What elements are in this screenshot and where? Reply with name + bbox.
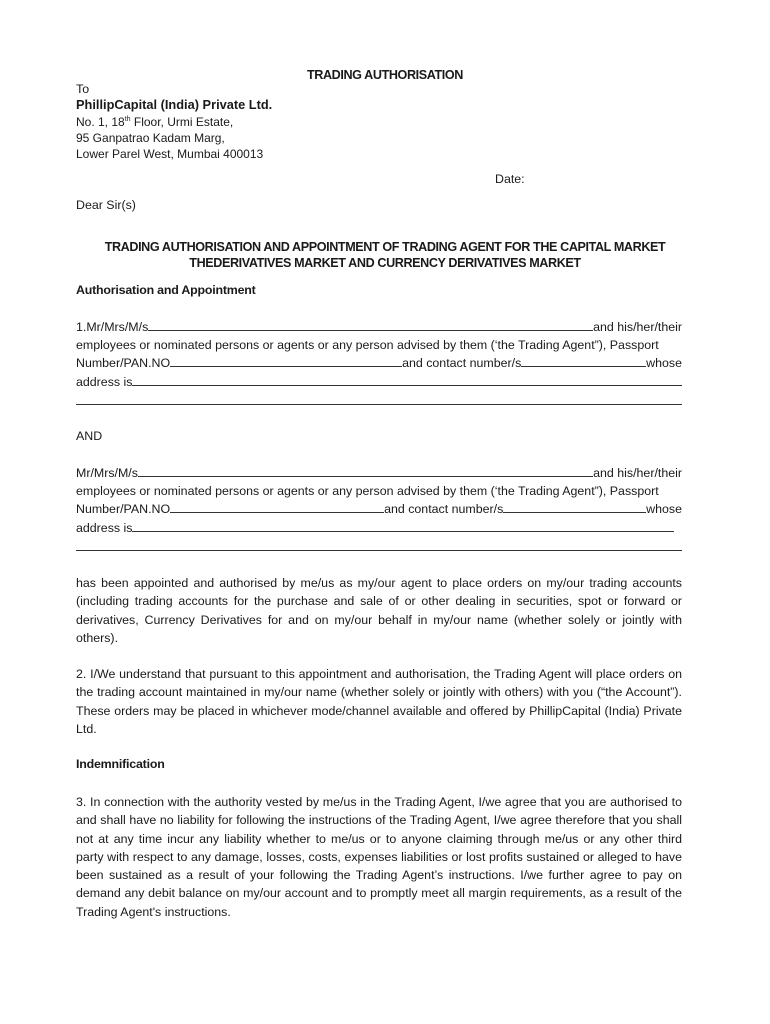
agent-2-employees-line: employees or nominated persons or agents or any person advised by them (‘the Trading Agent”), Passport [76, 484, 659, 499]
addressee-to: To [76, 82, 90, 96]
heading-line-1: TRADING AUTHORISATION AND APPOINTMENT OF TRADING AGENT FOR THE CAPITAL MARKET [104, 240, 666, 254]
document-title: TRADING AUTHORISATION [306, 68, 463, 82]
agent-2-pan-field[interactable] [170, 500, 384, 513]
indemnification-heading: Indemnification [76, 757, 165, 771]
paragraph-3: 3. In connection with the authority vested by me/us in the Trading Agent, I/we agree that you are authorised to and shall have no liability for following the instructions of the Trading Agent, I/we agree therefore that you shall not at any time incur any liability whether to me/us or to anyone claiming through me/us or any other third party with respect to any damage, losses, costs, expenses liabilities or lost profits sustained or alleged to have been sustained as a result of your following the Trading Agent’s instructions. I/we further agree to pay on demand any debit balance on my/our account and to promptly meet all margin requirements, as a result of the Trading Agent's instructions. [76, 795, 682, 919]
agent-2-block [76, 464, 682, 551]
address-line-3: Lower Parel West, Mumbai 400013 [76, 147, 264, 161]
agent-1-pan-line: Number/PAN.NO and contact number/s whose [76, 356, 682, 371]
agent-1-address-field[interactable] [132, 373, 682, 386]
date-label: Date: [495, 172, 525, 186]
agent-2-contact-field[interactable] [503, 500, 646, 513]
appointment-paragraph: has been appointed and authorised by me/us as my/our agent to place orders on my/our trading accounts (including trading accounts for the purchase and sale of or other dealing in securities, spot or forward or derivatives, Currency Derivatives for and on my/our behalf in my/our name (whether solely or jointly with others). [76, 576, 682, 645]
company-name: PhillipCapital (India) Private Ltd. [76, 97, 273, 112]
agent-2-pan-line: Number/PAN.NO and contact number/s whose [76, 502, 682, 517]
agent-2-address-field[interactable] [132, 519, 674, 532]
agent-1-pan-field[interactable] [170, 354, 402, 367]
agent-1-address-line: address is [76, 373, 682, 391]
agent-2-address-line: address is [76, 519, 682, 537]
authorisation-heading: Authorisation and Appointment [76, 283, 256, 297]
agent-1-name-field[interactable] [148, 318, 593, 331]
agent-1-contact-field[interactable] [521, 354, 646, 367]
paragraph-2: 2. I/We understand that pursuant to this appointment and authorisation, the Trading Agent will place orders on the trading account maintained in my/our name (whether solely or jointly with others) with you (“the Account”). These orders may be placed in whichever mode/channel available and offered by PhillipCapital (India) Private Ltd. [76, 667, 682, 736]
agent-1-block [76, 318, 682, 405]
agent-1-name-line: 1.Mr/Mrs/M/s and his/her/their [76, 320, 682, 334]
address-line-2: 95 Ganpatrao Kadam Marg, [76, 131, 225, 145]
agent-2-name-field[interactable] [138, 464, 593, 477]
and-label: AND [76, 429, 103, 443]
heading-line-2: THEDERIVATIVES MARKET AND CURRENCY DERIVATIVES MARKET [189, 256, 581, 270]
agent-1-employees-line: employees or nominated persons or agents or any person advised by them (‘the Trading Agent”), Passport [76, 338, 659, 353]
section-heading [60, 239, 710, 271]
agent-2-address-field-2[interactable] [76, 537, 682, 551]
address-line-1: No. 1, 18th Floor, Urmi Estate, [76, 115, 234, 129]
agent-1-address-field-2[interactable] [76, 391, 682, 405]
salutation: Dear Sir(s) [76, 198, 136, 212]
agent-2-name-line: Mr/Mrs/M/s and his/her/their [76, 466, 682, 480]
